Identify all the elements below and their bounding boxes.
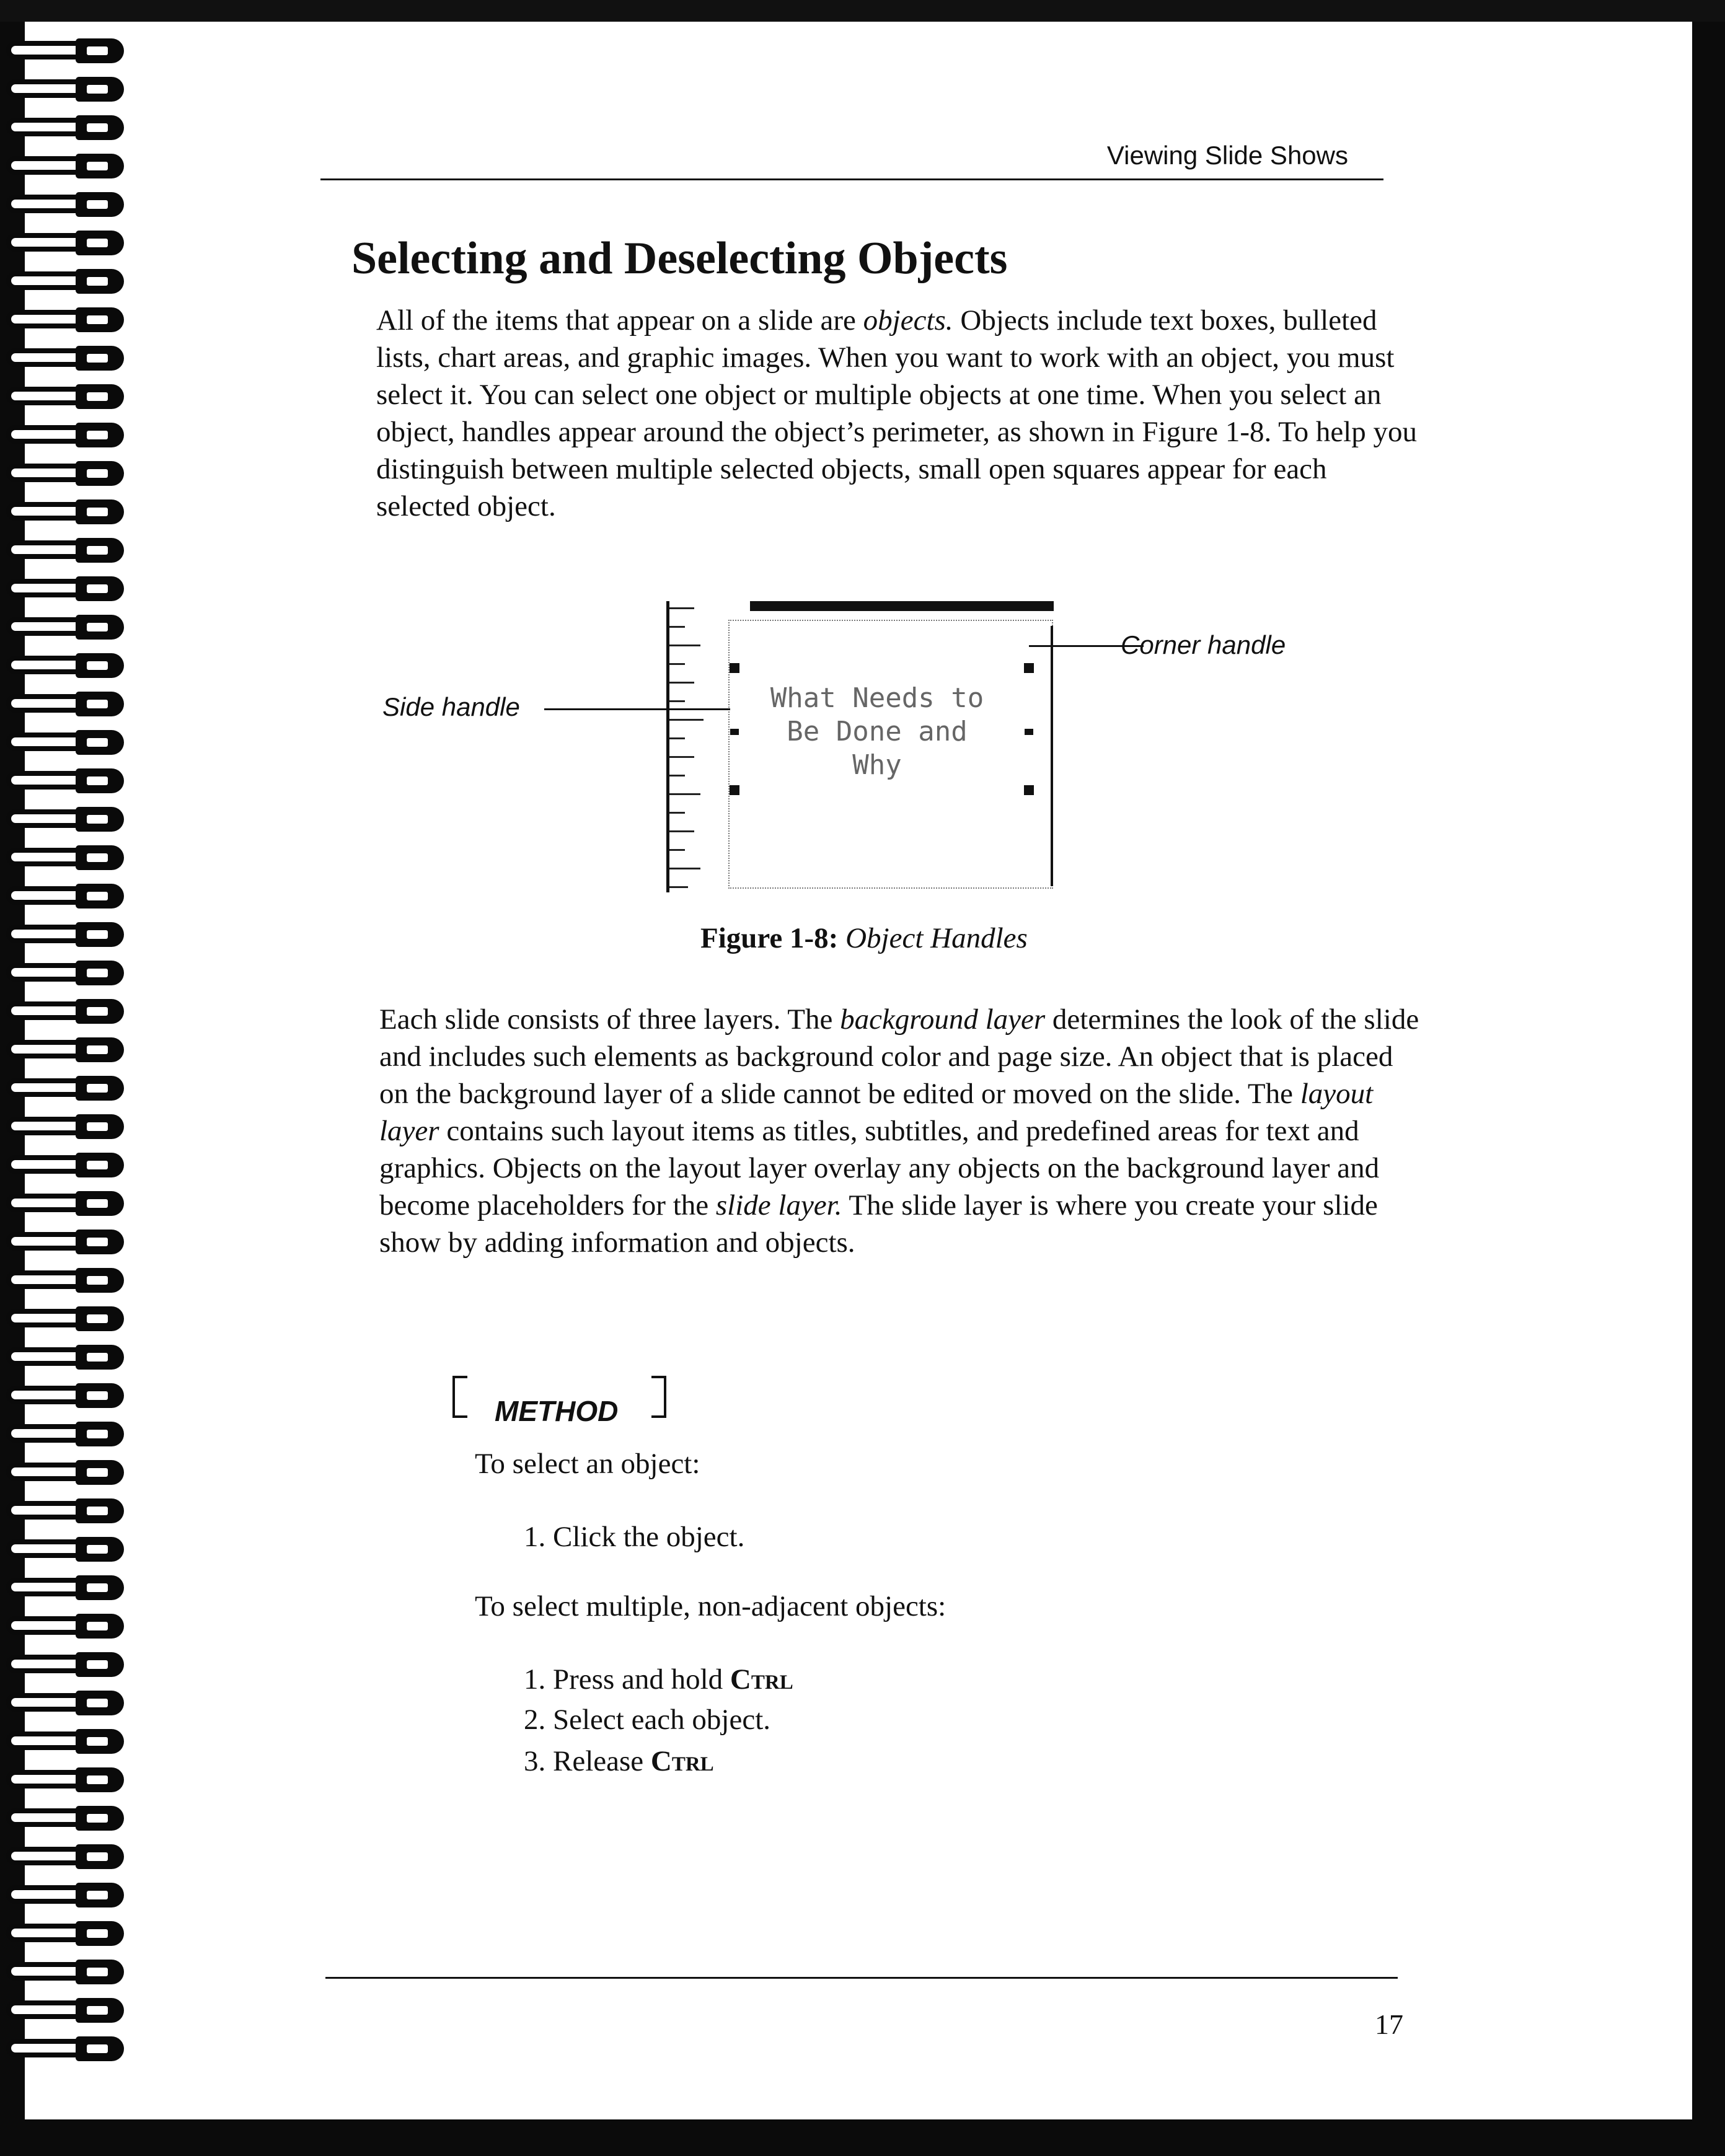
spiral-coil — [6, 1574, 127, 1601]
spiral-coil — [6, 1344, 127, 1371]
side-handle-label: Side handle — [382, 692, 520, 721]
spiral-coil — [6, 1113, 127, 1140]
method-intro-select-one: To select an object: — [475, 1448, 700, 1480]
spiral-coil — [6, 306, 127, 333]
spiral-coil — [6, 1382, 127, 1409]
page-number: 17 — [1375, 2009, 1403, 2040]
method-intro-select-multiple: To select multiple, non-adjacent objects: — [475, 1590, 946, 1622]
term-background-layer: background layer — [840, 1003, 1046, 1036]
document-page — [25, 22, 1692, 2119]
layers-paragraph: Each slide consists of three layers. The background layer determines the look of the slide and includes such elements as background color and page size. An object that is placed on the background layer of a slide cannot be edited or moved on the slide. The layout layer contains such layout items as titles, subtitles, and predefined areas for text and graphics. Objects on the layout layer overlay any objects on the background layer and become placeholders for the slide layer. The slide layer is where you create your slide show by adding information and objects. — [379, 1003, 1419, 1259]
spiral-coil — [6, 1728, 127, 1755]
figure-ruler — [666, 601, 720, 892]
scan-border — [0, 0, 1725, 22]
step-press-ctrl: 1. Press and hold Ctrl — [524, 1663, 793, 1696]
spiral-coil — [6, 1766, 127, 1793]
spiral-coil — [6, 537, 127, 564]
spiral-coil — [6, 1536, 127, 1563]
spiral-coil — [6, 498, 127, 526]
spiral-coil — [6, 844, 127, 871]
slide-object-text: What Needs to Be Done and Why — [770, 682, 984, 781]
spiral-coil — [6, 460, 127, 487]
intro-paragraph: All of the items that appear on a slide are objects. Objects include text boxes, bulleted lists, chart areas, and graphic images. When you want to work with an object, you must select it. You can select one object or multiple objects at one time. When you select an object, handles appear around the object’s perimeter, as shown in Figure 1-8. To help you distinguish between multiple selected objects, small open squares appear for each selected object. — [376, 304, 1417, 522]
spiral-coil — [6, 114, 127, 141]
spiral-coil — [6, 614, 127, 641]
spiral-coil — [6, 1881, 127, 1909]
term-objects: objects. — [863, 304, 953, 337]
spiral-coil — [6, 76, 127, 103]
corner-handle-bottom-right — [1024, 785, 1034, 795]
spiral-coil — [6, 268, 127, 295]
side-handle-left — [730, 729, 739, 735]
spiral-coil — [6, 998, 127, 1025]
spiral-coil — [6, 1151, 127, 1179]
spiral-coil — [6, 652, 127, 679]
figure-caption: Figure 1-8: Object Handles — [700, 922, 1028, 954]
spiral-coil — [6, 1305, 127, 1332]
spiral-coil — [6, 1459, 127, 1486]
figure-top-bar — [750, 601, 1054, 611]
corner-handle-bottom-left — [730, 785, 739, 795]
spiral-coil — [6, 1689, 127, 1717]
spiral-coil — [6, 152, 127, 180]
term-slide-layer: slide layer. — [715, 1189, 842, 1221]
spiral-coil — [6, 575, 127, 602]
term-layout-layer: layout layer — [379, 1078, 1374, 1147]
spiral-coil — [6, 191, 127, 218]
spiral-coil — [6, 1036, 127, 1063]
spiral-coil — [6, 882, 127, 910]
corner-handle-top-left — [730, 663, 739, 673]
footer-rule — [325, 1977, 1398, 1979]
side-callout-line — [544, 708, 730, 710]
ctrl-key: Ctrl — [650, 1745, 714, 1777]
spiral-coil — [6, 1613, 127, 1640]
spiral-coil — [6, 383, 127, 410]
corner-handle-top-right — [1024, 663, 1034, 673]
figure-object-handles — [666, 601, 1057, 892]
page-title: Selecting and Deselecting Objects — [351, 233, 1008, 284]
corner-handle-label: Corner handle — [1121, 630, 1286, 659]
method-label: METHOD — [491, 1394, 622, 1428]
spiral-coil — [6, 1920, 127, 1947]
spiral-coil — [6, 345, 127, 372]
step-click-object: 1. Click the object. — [524, 1521, 745, 1553]
spiral-coil — [6, 1651, 127, 1678]
method-label-box — [452, 1376, 666, 1427]
spiral-binding — [0, 37, 130, 2119]
spiral-coil — [6, 690, 127, 718]
spiral-coil — [6, 421, 127, 449]
spiral-coil — [6, 767, 127, 794]
spiral-coil — [6, 1805, 127, 1832]
spiral-coil — [6, 1958, 127, 1986]
spiral-coil — [6, 806, 127, 833]
spiral-coil — [6, 1267, 127, 1294]
header-rule — [320, 178, 1383, 180]
side-handle-right — [1025, 729, 1033, 735]
spiral-coil — [6, 921, 127, 948]
step-select-each: 2. Select each object. — [524, 1704, 771, 1736]
figure-right-edge — [1051, 626, 1053, 886]
spiral-coil — [6, 229, 127, 257]
running-header: Viewing Slide Shows — [1106, 141, 1348, 170]
spiral-coil — [6, 959, 127, 987]
spiral-coil — [6, 1843, 127, 1870]
ctrl-key: Ctrl — [730, 1663, 793, 1696]
step-release-ctrl: 3. Release Ctrl — [524, 1745, 714, 1777]
spiral-coil — [6, 1228, 127, 1256]
spiral-coil — [6, 729, 127, 756]
spiral-coil — [6, 1997, 127, 2024]
spiral-coil — [6, 1190, 127, 1217]
spiral-coil — [6, 1075, 127, 1102]
spiral-coil — [6, 2035, 127, 2062]
spiral-coil — [6, 1420, 127, 1448]
spiral-coil — [6, 1497, 127, 1525]
spiral-coil — [6, 37, 127, 64]
